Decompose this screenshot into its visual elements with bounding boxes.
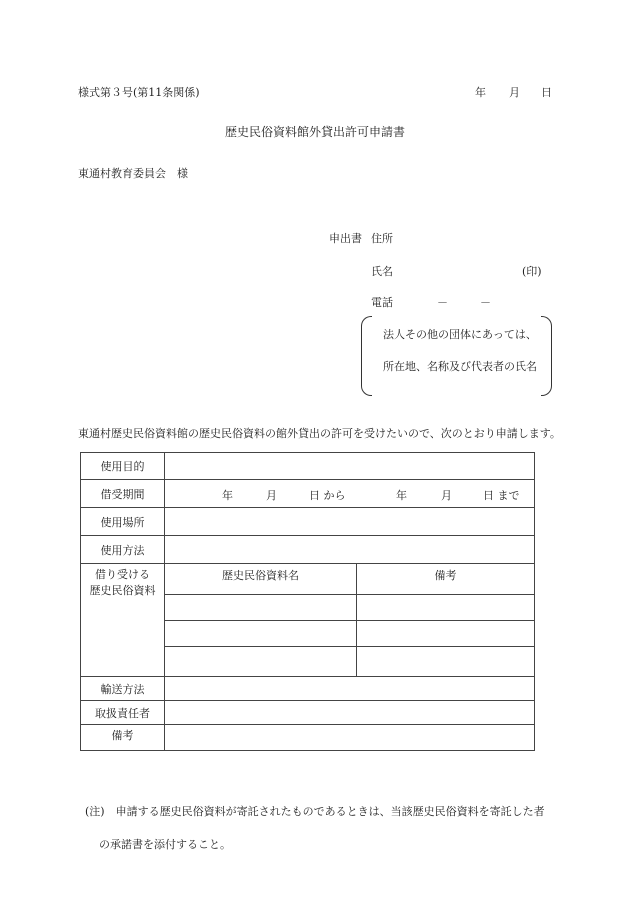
note-line2: の承諾書を添付すること。 (99, 838, 231, 851)
transport-label: 輸送方法 (81, 677, 165, 701)
material-remarks-header: 備考 (357, 564, 535, 595)
period-month-to: 月 (441, 488, 452, 502)
table-row (81, 701, 535, 725)
material-name-header: 歴史民俗資料名 (165, 564, 357, 595)
right-bracket (541, 316, 552, 396)
material-name-cell[interactable] (165, 621, 357, 647)
method-field[interactable] (165, 536, 535, 564)
period-day-to: 日 まで (483, 488, 520, 502)
borrowed-materials-label (81, 564, 165, 677)
remarks-field[interactable] (165, 725, 535, 751)
table-row (81, 677, 535, 701)
material-remarks-cell[interactable] (357, 595, 535, 621)
manager-label: 取扱責任者 (81, 701, 165, 725)
corporate-note-line2: 所在地、名称及び代表者の氏名 (383, 360, 537, 373)
period-field[interactable] (165, 480, 535, 508)
remarks-label: 備考 (81, 725, 165, 751)
place-field[interactable] (165, 508, 535, 536)
addressee: 東通村教育委員会 様 (78, 167, 188, 180)
name-label: 氏名 (371, 265, 393, 278)
table-row (81, 725, 535, 751)
manager-field[interactable] (165, 701, 535, 725)
table-row (81, 508, 535, 536)
material-remarks-cell[interactable] (357, 621, 535, 647)
place-label: 使用場所 (81, 508, 165, 536)
seal-mark: (印) (522, 265, 542, 278)
table-row (81, 453, 535, 480)
date-year-label: 年 (475, 86, 486, 99)
form-number: 様式第３号(第11条関係) (78, 86, 200, 99)
material-name-cell[interactable] (165, 595, 357, 621)
purpose-field[interactable] (165, 453, 535, 480)
table-row (81, 536, 535, 564)
period-label: 借受期間 (81, 480, 165, 508)
material-remarks-cell[interactable] (357, 647, 535, 677)
address-label: 住所 (371, 232, 393, 245)
application-table (80, 452, 535, 751)
intro-statement: 東通村歴史民俗資料館の歴史民俗資料の館外貸出の許可を受けたいので、次のとおり申請します。 (78, 427, 561, 440)
left-bracket (361, 316, 372, 396)
date-day-label: 日 (541, 86, 552, 99)
document-title: 歴史民俗資料館外貸出許可申請書 (224, 125, 405, 139)
telephone-label: 電話 (371, 296, 393, 309)
applicant-label: 申出書 (329, 232, 362, 245)
telephone-dash: － (480, 296, 491, 309)
note-line1: (注) 申請する歴史民俗資料が寄託されたものであるときは、当該歴史民俗資料を寄託した者 (85, 805, 545, 818)
period-year-to: 年 (396, 488, 407, 502)
table-row (81, 480, 535, 508)
telephone-dash: － (437, 296, 448, 309)
method-label: 使用方法 (81, 536, 165, 564)
table-row (81, 564, 535, 595)
material-name-cell[interactable] (165, 647, 357, 677)
period-day-from: 日 から (309, 488, 346, 502)
corporate-note-line1: 法人その他の団体にあっては、 (383, 328, 537, 341)
period-month-from: 月 (266, 488, 277, 502)
date-month-label: 月 (509, 86, 520, 99)
transport-field[interactable] (165, 677, 535, 701)
period-year-from: 年 (222, 488, 233, 502)
purpose-label: 使用目的 (81, 453, 165, 480)
borrowed-label-line1: 借り受ける (95, 568, 150, 581)
borrowed-label-line2: 歴史民俗資料 (89, 584, 156, 597)
